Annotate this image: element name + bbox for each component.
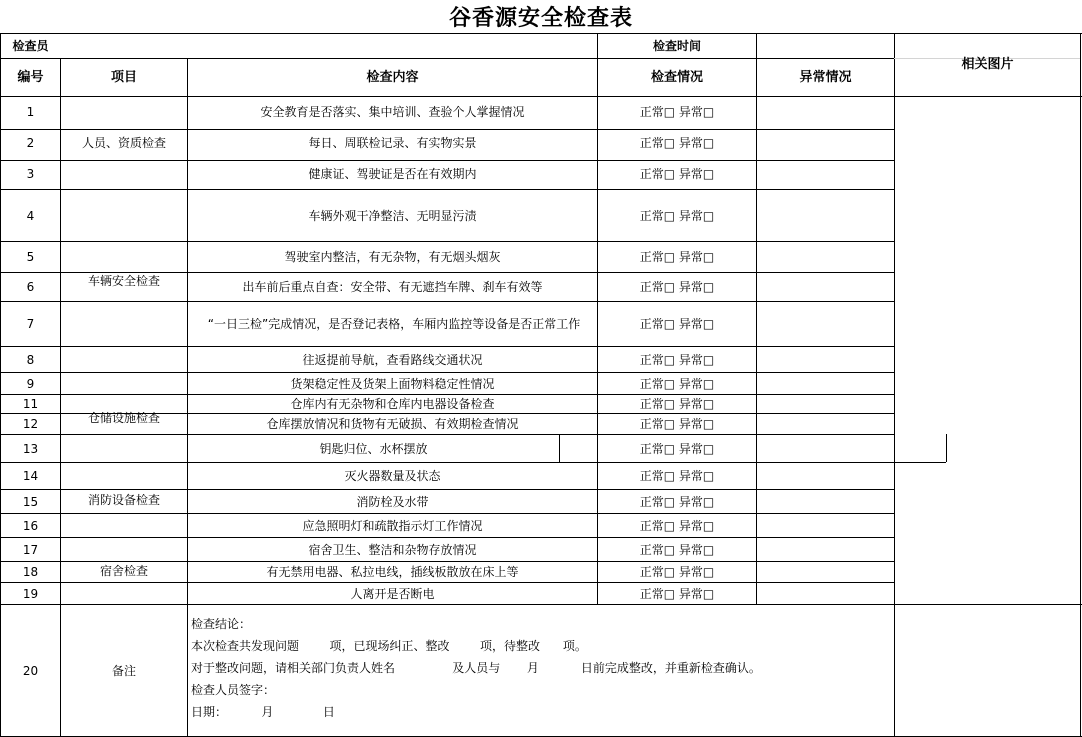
row-no: 18 bbox=[22, 565, 39, 579]
notes-signature-label: 检查人员签字： bbox=[191, 683, 276, 697]
row-content: 出车前后重点自查：安全带、有无遮挡车牌、刹车有效等 bbox=[242, 280, 543, 294]
notes-rectification: 对于整改问题，请相关部门负责人姓名 及人员与 月 日前完成整改，并重新检查确认。 bbox=[191, 661, 761, 675]
category-remarks: 备注 bbox=[111, 663, 136, 678]
col-status-header: 检查情况 bbox=[650, 69, 703, 85]
category-personnel: 人员、资质检查 bbox=[81, 136, 166, 150]
row-content: “一日三检”完成情况，是否登记表格，车厢内监控等设备是否正常工作 bbox=[207, 317, 581, 331]
category-dorm: 宿舍检查 bbox=[99, 564, 148, 578]
row-status[interactable]: 正常□ 异常□ bbox=[639, 565, 715, 579]
row-status[interactable]: 正常□ 异常□ bbox=[639, 441, 715, 456]
row-no: 19 bbox=[22, 586, 39, 601]
category-vehicle: 车辆安全检查 bbox=[87, 274, 160, 288]
row-status[interactable]: 正常□ 异常□ bbox=[639, 166, 715, 181]
row-no: 14 bbox=[22, 469, 39, 483]
col-content-header: 检查内容 bbox=[366, 69, 419, 85]
category-fire: 消防设备检查 bbox=[87, 493, 160, 507]
row-content: 钥匙归位、水杯摆放 bbox=[319, 441, 428, 456]
notes-date: 日期： 月 日 bbox=[191, 705, 335, 719]
row-content: 安全教育是否落实、集中培训、查验个人掌握情况 bbox=[260, 105, 525, 119]
row-no: 13 bbox=[22, 441, 39, 456]
row-content: 灭火器数量及状态 bbox=[344, 469, 441, 483]
row-content: 每日、周联检记录、有实物实景 bbox=[308, 136, 477, 150]
row-status[interactable]: 正常□ 异常□ bbox=[639, 280, 715, 294]
row-no: 17 bbox=[22, 542, 39, 557]
notes-conclusion-label: 检查结论： bbox=[191, 617, 252, 631]
inspector-value[interactable] bbox=[61, 34, 597, 58]
row-no: 12 bbox=[22, 417, 39, 431]
row-status[interactable]: 正常□ 异常□ bbox=[639, 376, 715, 391]
inspect-time-value[interactable] bbox=[757, 34, 894, 58]
row-status[interactable]: 正常□ 异常□ bbox=[639, 417, 715, 431]
row-content: 车辆外观干净整洁、无明显污渍 bbox=[308, 208, 477, 223]
row-status[interactable]: 正常□ 异常□ bbox=[639, 586, 715, 601]
notes-issue-count: 本次检查共发现问题 项，已现场纠正、整改 项，待整改 项。 bbox=[191, 639, 587, 653]
category-storage: 仓储设施检查 bbox=[87, 410, 160, 425]
row-status[interactable]: 正常□ 异常□ bbox=[639, 494, 715, 509]
related-images-label: 相关图片 bbox=[961, 57, 1014, 72]
row-status[interactable]: 正常□ 异常□ bbox=[639, 469, 715, 483]
row-status[interactable]: 正常□ 异常□ bbox=[639, 136, 715, 150]
inspect-time-label: 检查时间 bbox=[652, 39, 701, 53]
inspector-label: 检查员 bbox=[12, 39, 49, 53]
row-status[interactable]: 正常□ 异常□ bbox=[639, 317, 715, 331]
row-no: 7 bbox=[26, 317, 35, 331]
row-content: 消防栓及水带 bbox=[356, 494, 429, 509]
col-item-header: 项目 bbox=[110, 69, 137, 85]
row-no: 15 bbox=[22, 494, 39, 509]
row-status[interactable]: 正常□ 异常□ bbox=[639, 105, 715, 119]
row-status[interactable]: 正常□ 异常□ bbox=[639, 542, 715, 557]
row-no: 4 bbox=[26, 208, 35, 223]
row-content: 健康证、驾驶证是否在有效期内 bbox=[308, 166, 477, 181]
row-status[interactable]: 正常□ 异常□ bbox=[639, 208, 715, 223]
row-content: 往返提前导航，查看路线交通状况 bbox=[302, 352, 483, 367]
col-abnormal-header: 异常情况 bbox=[799, 69, 852, 85]
remarks-notes bbox=[191, 613, 891, 723]
row-no: 20 bbox=[22, 663, 39, 678]
row-status[interactable]: 正常□ 异常□ bbox=[639, 250, 715, 264]
row-content: 应急照明灯和疏散指示灯工作情况 bbox=[302, 518, 483, 533]
row-no: 16 bbox=[22, 518, 39, 533]
row-content: 仓库摆放情况和货物有无破损、有效期检查情况 bbox=[266, 417, 519, 431]
row-no: 1 bbox=[26, 105, 35, 119]
row-no: 3 bbox=[26, 166, 35, 181]
row-status[interactable]: 正常□ 异常□ bbox=[639, 518, 715, 533]
row-no: 6 bbox=[26, 280, 35, 294]
col-no-header: 编号 bbox=[17, 69, 44, 85]
row-no: 9 bbox=[26, 376, 35, 391]
row-no: 8 bbox=[26, 352, 35, 367]
row-content: 驾驶室内整洁，有无杂物，有无烟头烟灰 bbox=[284, 250, 501, 264]
sheet-title: 谷香源安全检查表 bbox=[448, 5, 633, 31]
row-content: 人离开是否断电 bbox=[350, 586, 435, 601]
row-content: 有无禁用电器、私拉电线，插线板散放在床上等 bbox=[266, 565, 519, 579]
row-status[interactable]: 正常□ 异常□ bbox=[639, 352, 715, 367]
row-no: 11 bbox=[22, 397, 39, 411]
row-no: 5 bbox=[26, 250, 35, 264]
row-no: 2 bbox=[26, 136, 35, 150]
row-content: 货架稳定性及货架上面物料稳定性情况 bbox=[290, 376, 495, 391]
row-content: 仓库内有无杂物和仓库内电器设备检查 bbox=[290, 397, 495, 411]
row-content: 宿舍卫生、整洁和杂物存放情况 bbox=[308, 542, 477, 557]
row-status[interactable]: 正常□ 异常□ bbox=[639, 397, 715, 411]
